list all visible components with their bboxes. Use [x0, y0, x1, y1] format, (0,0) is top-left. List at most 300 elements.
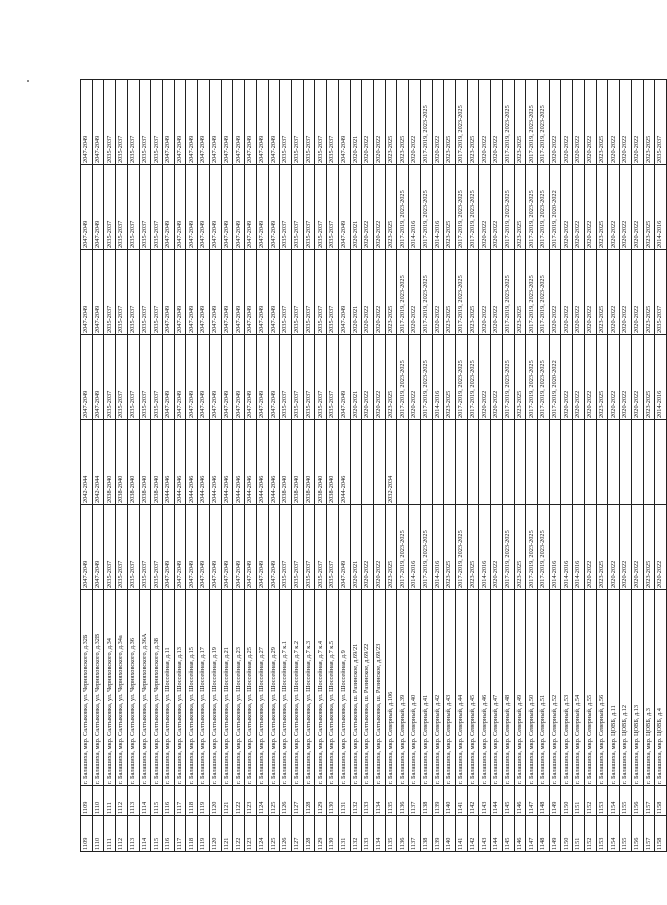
row-index-cell: 1121 — [221, 816, 233, 852]
period-cell-6: 2035-2037 — [315, 80, 327, 165]
period-cell-6: 2020-2022 — [479, 80, 491, 165]
row-number-cell: 1158 — [655, 786, 667, 816]
period-cell-2: 2044-2046 — [163, 420, 175, 505]
period-cell-4: 2023-2025 — [514, 250, 526, 335]
period-cell-5: 2014-2016 — [432, 165, 444, 250]
row-number-cell: 1128 — [303, 786, 315, 816]
period-cell-1: 2020-2022 — [373, 505, 385, 590]
period-cell-2: 2044-2046 — [245, 420, 257, 505]
table-row — [655, 80, 667, 852]
table-row — [514, 80, 526, 852]
period-cell-3: 2023-2025 — [385, 335, 397, 420]
period-cell-2 — [549, 420, 561, 505]
row-number-cell: 1157 — [643, 786, 655, 816]
period-cell-5: 2020-2022 — [620, 165, 632, 250]
table-row — [256, 80, 268, 852]
row-number-cell: 1154 — [608, 786, 620, 816]
period-cell-1: 2017-2019, 2023-2025 — [538, 505, 550, 590]
address-cell: г. Балашиха, мкр. Салтыковка, ул. Черняховского, д.38 — [151, 590, 163, 786]
row-index-cell: 1135 — [385, 816, 397, 852]
period-cell-2 — [479, 420, 491, 505]
table-row — [198, 80, 210, 852]
address-cell: г. Балашиха, мкр. Северный, д.49 — [514, 590, 526, 786]
scan-mark — [27, 80, 29, 82]
period-cell-5: 2020-2022 — [479, 165, 491, 250]
table-row — [139, 80, 151, 852]
period-cell-1: 2047-2049 — [198, 505, 210, 590]
period-cell-3: 2047-2049 — [221, 335, 233, 420]
period-cell-1: 2035-2037 — [291, 505, 303, 590]
address-cell: г. Балашиха, мкр. Салтыковка, ул. Шоссейная, д.27 — [256, 590, 268, 786]
period-cell-6: 2020-2022 — [491, 80, 503, 165]
row-index-cell: 1111 — [104, 816, 116, 852]
period-cell-5: 2047-2049 — [163, 165, 175, 250]
table-row — [92, 80, 104, 852]
row-index-cell: 1118 — [186, 816, 198, 852]
period-cell-6: 2023-2025 — [444, 80, 456, 165]
period-cell-4: 2020-2022 — [608, 250, 620, 335]
period-cell-4: 2020-2022 — [432, 250, 444, 335]
table-row — [280, 80, 292, 852]
period-cell-6: 2035-2037 — [327, 80, 339, 165]
period-cell-2 — [514, 420, 526, 505]
period-cell-4: 2047-2049 — [92, 250, 104, 335]
period-cell-2 — [584, 420, 596, 505]
period-cell-4: 2020-2022 — [373, 250, 385, 335]
row-index-cell: 1141 — [456, 816, 468, 852]
address-cell: г. Балашиха, мкр. Северный, д.44 — [456, 590, 468, 786]
period-cell-5: 2035-2037 — [280, 165, 292, 250]
table-row — [584, 80, 596, 852]
period-cell-1: 2035-2037 — [315, 505, 327, 590]
table-row — [643, 80, 655, 852]
row-index-cell: 1154 — [608, 816, 620, 852]
period-cell-6: 2020-2022 — [549, 80, 561, 165]
table-row — [420, 80, 432, 852]
period-cell-4: 2035-2037 — [303, 250, 315, 335]
period-cell-4: 2023-2025 — [444, 250, 456, 335]
period-cell-6: 2023-2025 — [514, 80, 526, 165]
period-cell-4: 2047-2049 — [198, 250, 210, 335]
period-cell-5: 2035-2037 — [104, 165, 116, 250]
table-row — [620, 80, 632, 852]
period-cell-4: 2017-2019, 2023-2025 — [397, 250, 409, 335]
period-cell-4: 2035-2037 — [280, 250, 292, 335]
period-cell-1: 2047-2049 — [163, 505, 175, 590]
address-cell: г. Балашиха, мкр. ЦОВБ, д.12 — [620, 590, 632, 786]
period-cell-2 — [538, 420, 550, 505]
row-index-cell: 1142 — [467, 816, 479, 852]
period-cell-4: 2035-2037 — [151, 250, 163, 335]
period-cell-3: 2035-2037 — [116, 335, 128, 420]
period-cell-2: 2044-2046 — [268, 420, 280, 505]
period-cell-2 — [573, 420, 585, 505]
period-cell-6: 2023-2025 — [385, 80, 397, 165]
period-cell-6: 2017-2019, 2023-2025 — [538, 80, 550, 165]
table-row — [303, 80, 315, 852]
period-cell-5: 2020-2022 — [631, 165, 643, 250]
period-cell-4: 2020-2022 — [549, 250, 561, 335]
period-cell-3: 2023-2025 — [514, 335, 526, 420]
period-cell-1: 2017-2019, 2023-2025 — [526, 505, 538, 590]
table-row — [186, 80, 198, 852]
period-cell-2 — [420, 420, 432, 505]
row-index-cell: 1131 — [338, 816, 350, 852]
address-cell: г. Балашиха, мкр. Салтыковка, ул. Шоссейная, д.11 — [163, 590, 175, 786]
period-cell-6: 2047-2049 — [221, 80, 233, 165]
address-cell: г. Балашиха, мкр. Северный, д.41 — [420, 590, 432, 786]
table-row — [596, 80, 608, 852]
address-cell: г. Балашиха, мкр. ЦОВБ, д.4 — [655, 590, 667, 786]
row-number-cell: 1150 — [561, 786, 573, 816]
period-cell-3: 2047-2049 — [233, 335, 245, 420]
period-cell-1: 2047-2049 — [186, 505, 198, 590]
table-row — [444, 80, 456, 852]
period-cell-2 — [631, 420, 643, 505]
period-cell-5: 2047-2049 — [338, 165, 350, 250]
period-cell-4: 2020-2022 — [561, 250, 573, 335]
row-index-cell: 1122 — [233, 816, 245, 852]
period-cell-5: 2035-2037 — [151, 165, 163, 250]
period-cell-6: 2047-2049 — [163, 80, 175, 165]
address-cell: г. Балашиха, мкр. Салтыковка, ул. Шоссейная, д.15 — [186, 590, 198, 786]
address-cell: г. Балашиха, мкр. Северный, д.48 — [502, 590, 514, 786]
address-cell: г. Балашиха, мкр. Салтыковка, ул. Черняховского, д.32В — [92, 590, 104, 786]
period-cell-5: 2017-2019, 2023-2025 — [397, 165, 409, 250]
period-cell-2 — [350, 420, 362, 505]
period-cell-6: 2023-2025 — [643, 80, 655, 165]
period-cell-3: 2035-2037 — [139, 335, 151, 420]
period-cell-3: 2047-2049 — [245, 335, 257, 420]
period-cell-2: 2042-2044 — [81, 420, 93, 505]
address-cell: г. Балашиха, мкр. Салтыковка, ул. Черняховского, д.34 — [104, 590, 116, 786]
period-cell-5: 2047-2049 — [186, 165, 198, 250]
row-index-cell: 1114 — [139, 816, 151, 852]
row-number-cell: 1139 — [432, 786, 444, 816]
period-cell-1: 2017-2019, 2023-2025 — [397, 505, 409, 590]
period-cell-4: 2047-2049 — [221, 250, 233, 335]
table-row — [163, 80, 175, 852]
period-cell-1: 2035-2037 — [127, 505, 139, 590]
row-number-cell: 1140 — [444, 786, 456, 816]
period-cell-6: 2047-2049 — [81, 80, 93, 165]
period-cell-2: 2038-2040 — [151, 420, 163, 505]
row-number-cell: 1132 — [350, 786, 362, 816]
row-number-cell: 1134 — [373, 786, 385, 816]
period-cell-6: 2017-2019, 2023-2025 — [456, 80, 468, 165]
period-cell-3: 2047-2049 — [163, 335, 175, 420]
address-cell: г. Балашиха, мкр. Северный, д.52 — [549, 590, 561, 786]
address-cell: г. Балашиха, мкр. Северный, д.47 — [491, 590, 503, 786]
address-cell: г. Балашиха, мкр. Северный, д.106 — [385, 590, 397, 786]
period-cell-3: 2035-2037 — [327, 335, 339, 420]
address-cell: г. Балашиха, мкр. Салтыковка, ул. Шоссейная, д.7 к.1 — [280, 590, 292, 786]
period-cell-5: 2017-2019, 2023-2025 — [526, 165, 538, 250]
period-cell-5: 2020-2022 — [373, 165, 385, 250]
period-cell-5: 2047-2049 — [256, 165, 268, 250]
row-index-cell: 1128 — [303, 816, 315, 852]
period-cell-5: 2017-2019, 2023-2025 — [502, 165, 514, 250]
period-cell-5: 2035-2037 — [127, 165, 139, 250]
period-cell-6: 2020-2022 — [584, 80, 596, 165]
row-number-cell: 1148 — [538, 786, 550, 816]
period-cell-1: 2047-2049 — [338, 505, 350, 590]
period-cell-2 — [444, 420, 456, 505]
row-number-cell: 1124 — [256, 786, 268, 816]
period-cell-2 — [526, 420, 538, 505]
period-cell-1: 2035-2037 — [327, 505, 339, 590]
period-cell-2 — [373, 420, 385, 505]
period-cell-2: 2044-2046 — [174, 420, 186, 505]
period-cell-4: 2035-2037 — [116, 250, 128, 335]
row-index-cell: 1138 — [420, 816, 432, 852]
period-cell-5: 2023-2025 — [643, 165, 655, 250]
table-row — [467, 80, 479, 852]
address-cell: г. Балашиха, мкр. Северный, д.46 — [479, 590, 491, 786]
period-cell-2 — [409, 420, 421, 505]
period-cell-1: 2035-2037 — [104, 505, 116, 590]
row-index-cell: 1112 — [116, 816, 128, 852]
row-number-cell: 1152 — [584, 786, 596, 816]
row-index-cell: 1157 — [643, 816, 655, 852]
period-cell-2: 2044-2046 — [233, 420, 245, 505]
period-cell-4: 2017-2019, 2023-2025 — [526, 250, 538, 335]
address-cell: г. Балашиха, мкр. Северный, д.39 — [397, 590, 409, 786]
row-number-cell: 1113 — [127, 786, 139, 816]
table-row — [291, 80, 303, 852]
period-cell-4: 2020-2022 — [584, 250, 596, 335]
table-row — [245, 80, 257, 852]
period-cell-5: 2047-2049 — [198, 165, 210, 250]
period-cell-3: 2020-2022 — [479, 335, 491, 420]
period-cell-1: 2014-2016 — [432, 505, 444, 590]
row-index-cell: 1109 — [81, 816, 93, 852]
address-cell: г. Балашиха, мкр. Салтыковка, ул. Шоссейная, д.7 к.5 — [327, 590, 339, 786]
address-cell: г. Балашиха, мкр. Северный, д.50 — [526, 590, 538, 786]
address-cell: г. Балашиха, мкр. Салтыковка, ул. Черняховского, д.34а — [116, 590, 128, 786]
table-row — [561, 80, 573, 852]
period-cell-5: 2020-2022 — [608, 165, 620, 250]
address-cell: г. Балашиха, мкр. Северный, д.53 — [561, 590, 573, 786]
row-index-cell: 1140 — [444, 816, 456, 852]
row-number-cell: 1129 — [315, 786, 327, 816]
period-cell-1: 2047-2049 — [233, 505, 245, 590]
row-index-cell: 1152 — [584, 816, 596, 852]
period-cell-1: 2020-2022 — [608, 505, 620, 590]
period-cell-4: 2035-2037 — [127, 250, 139, 335]
rotated-table-container — [80, 80, 664, 852]
row-index-cell: 1136 — [397, 816, 409, 852]
period-cell-4: 2047-2049 — [163, 250, 175, 335]
row-number-cell: 1151 — [573, 786, 585, 816]
period-cell-6: 2023-2025 — [596, 80, 608, 165]
period-cell-5: 2020-2022 — [362, 165, 374, 250]
address-cell: г. Балашиха, мкр. Салтыковка, ул. Шоссейная, д.19 — [209, 590, 221, 786]
row-number-cell: 1110 — [92, 786, 104, 816]
period-cell-5: 2047-2049 — [209, 165, 221, 250]
period-cell-3: 2023-2025 — [596, 335, 608, 420]
row-index-cell: 1123 — [245, 816, 257, 852]
period-cell-1: 2020-2021 — [350, 505, 362, 590]
period-cell-2 — [467, 420, 479, 505]
period-cell-3: 2047-2049 — [186, 335, 198, 420]
period-cell-3: 2023-2025 — [643, 335, 655, 420]
row-index-cell: 1149 — [549, 816, 561, 852]
row-number-cell: 1137 — [409, 786, 421, 816]
row-number-cell: 1112 — [116, 786, 128, 816]
table-row — [456, 80, 468, 852]
period-cell-2: 2042-2044 — [92, 420, 104, 505]
table-row — [127, 80, 139, 852]
table-row — [221, 80, 233, 852]
period-cell-5: 2017-2019, 2023-2025 — [456, 165, 468, 250]
row-index-cell: 1145 — [502, 816, 514, 852]
period-cell-6: 2035-2037 — [280, 80, 292, 165]
period-cell-1: 2035-2037 — [151, 505, 163, 590]
table-row — [209, 80, 221, 852]
period-cell-4: 2020-2022 — [491, 250, 503, 335]
row-number-cell: 1127 — [291, 786, 303, 816]
address-cell: г. Балашиха, мкр. Салтыковка, ул. Шоссейная, д.7 к.3 — [303, 590, 315, 786]
row-index-cell: 1127 — [291, 816, 303, 852]
period-cell-6: 2047-2049 — [174, 80, 186, 165]
row-index-cell: 1115 — [151, 816, 163, 852]
table-row — [409, 80, 421, 852]
period-cell-5: 2023-2025 — [514, 165, 526, 250]
address-cell: г. Балашиха, мкр. Салтыковка, ул. Шоссейная, д.25 — [245, 590, 257, 786]
period-cell-6: 2047-2049 — [245, 80, 257, 165]
period-cell-6: 2035-2037 — [116, 80, 128, 165]
row-number-cell: 1122 — [233, 786, 245, 816]
row-number-cell: 1136 — [397, 786, 409, 816]
row-number-cell: 1144 — [491, 786, 503, 816]
period-cell-1: 2047-2049 — [221, 505, 233, 590]
period-cell-3: 2020-2022 — [373, 335, 385, 420]
table-row — [491, 80, 503, 852]
period-cell-1: 2020-2022 — [655, 505, 667, 590]
period-cell-5: 2035-2037 — [116, 165, 128, 250]
table-row — [327, 80, 339, 852]
period-cell-3: 2035-2037 — [151, 335, 163, 420]
row-index-cell: 1139 — [432, 816, 444, 852]
period-cell-1: 2014-2016 — [409, 505, 421, 590]
period-cell-5: 2035-2037 — [303, 165, 315, 250]
address-cell: г. Балашиха, мкр. Салтыковка, ул. Шоссейная, д.17 — [198, 590, 210, 786]
period-cell-2 — [502, 420, 514, 505]
period-cell-4: 2047-2049 — [338, 250, 350, 335]
period-cell-2 — [432, 420, 444, 505]
period-cell-3: 2020-2022 — [631, 335, 643, 420]
table-row — [573, 80, 585, 852]
period-cell-6: 2047-2049 — [209, 80, 221, 165]
period-cell-1: 2017-2019, 2023-2025 — [456, 505, 468, 590]
period-cell-4: 2035-2037 — [104, 250, 116, 335]
period-cell-1: 2023-2025 — [596, 505, 608, 590]
period-cell-4: 2020-2022 — [620, 250, 632, 335]
row-index-cell: 1124 — [256, 816, 268, 852]
repair-schedule-table — [80, 79, 667, 852]
period-cell-1: 2020-2022 — [631, 505, 643, 590]
period-cell-3: 2017-2019, 2023-2025 — [397, 335, 409, 420]
table-row — [116, 80, 128, 852]
period-cell-4: 2020-2022 — [409, 250, 421, 335]
period-cell-1: 2020-2022 — [584, 505, 596, 590]
table-body — [81, 80, 667, 852]
row-number-cell: 1123 — [245, 786, 257, 816]
period-cell-5: 2035-2037 — [327, 165, 339, 250]
period-cell-4: 2023-2025 — [596, 250, 608, 335]
address-cell: г. Балашиха, мкр. Салтыковка, ул. Черняховского, д.32Б — [81, 590, 93, 786]
period-cell-1: 2014-2016 — [549, 505, 561, 590]
period-cell-6: 2035-2037 — [127, 80, 139, 165]
period-cell-2: 2038-2040 — [139, 420, 151, 505]
row-index-cell: 1146 — [514, 816, 526, 852]
period-cell-5: 2017-2019, 2023-2025 — [538, 165, 550, 250]
table-row — [373, 80, 385, 852]
address-cell: г. Балашиха, мкр. Салтыковка, ш. Разинское, д.69/22 — [362, 590, 374, 786]
period-cell-5: 2023-2025 — [385, 165, 397, 250]
period-cell-6: 2017-2019, 2023-2025 — [502, 80, 514, 165]
period-cell-6: 2017-2019, 2023-2025 — [526, 80, 538, 165]
period-cell-3: 2017-2019, 2023-2025 — [502, 335, 514, 420]
row-index-cell: 1129 — [315, 816, 327, 852]
period-cell-2 — [596, 420, 608, 505]
period-cell-1: 2035-2037 — [116, 505, 128, 590]
period-cell-4: 2017-2019, 2023-2025 — [502, 250, 514, 335]
row-index-cell: 1148 — [538, 816, 550, 852]
period-cell-2: 2038-2040 — [280, 420, 292, 505]
period-cell-5: 2047-2049 — [233, 165, 245, 250]
table-row — [397, 80, 409, 852]
period-cell-4: 2035-2037 — [291, 250, 303, 335]
period-cell-3: 2035-2037 — [315, 335, 327, 420]
row-number-cell: 1155 — [620, 786, 632, 816]
period-cell-5: 2023-2025 — [444, 165, 456, 250]
period-cell-3: 2020-2022 — [491, 335, 503, 420]
period-cell-4: 2047-2049 — [186, 250, 198, 335]
period-cell-5: 2047-2049 — [268, 165, 280, 250]
period-cell-3: 2047-2049 — [81, 335, 93, 420]
period-cell-2: 2038-2040 — [116, 420, 128, 505]
period-cell-6: 2023-2025 — [397, 80, 409, 165]
period-cell-4: 2047-2049 — [209, 250, 221, 335]
period-cell-6: 2035-2037 — [139, 80, 151, 165]
row-index-cell: 1151 — [573, 816, 585, 852]
period-cell-4: 2035-2037 — [315, 250, 327, 335]
period-cell-2: 2038-2040 — [104, 420, 116, 505]
period-cell-6: 2023-2025 — [467, 80, 479, 165]
period-cell-2 — [561, 420, 573, 505]
period-cell-3: 2047-2049 — [174, 335, 186, 420]
period-cell-3: 2035-2037 — [104, 335, 116, 420]
period-cell-6: 2047-2049 — [233, 80, 245, 165]
period-cell-3: 2020-2022 — [584, 335, 596, 420]
period-cell-4: 2020-2022 — [631, 250, 643, 335]
address-cell: г. Балашиха, мкр. ЦОВБ, д.11 — [608, 590, 620, 786]
period-cell-3: 2020-2022 — [620, 335, 632, 420]
period-cell-2: 2044-2046 — [338, 420, 350, 505]
period-cell-4: 2047-2049 — [233, 250, 245, 335]
period-cell-3: 2035-2037 — [280, 335, 292, 420]
period-cell-4: 2017-2019, 2023-2025 — [456, 250, 468, 335]
period-cell-6: 2020-2022 — [409, 80, 421, 165]
period-cell-2: 2044-2046 — [186, 420, 198, 505]
row-index-cell: 1132 — [350, 816, 362, 852]
period-cell-3: 2017-2019, 2023-2025 — [467, 335, 479, 420]
period-cell-1: 2035-2037 — [303, 505, 315, 590]
period-cell-1: 2023-2025 — [444, 505, 456, 590]
period-cell-6: 2035-2037 — [655, 80, 667, 165]
